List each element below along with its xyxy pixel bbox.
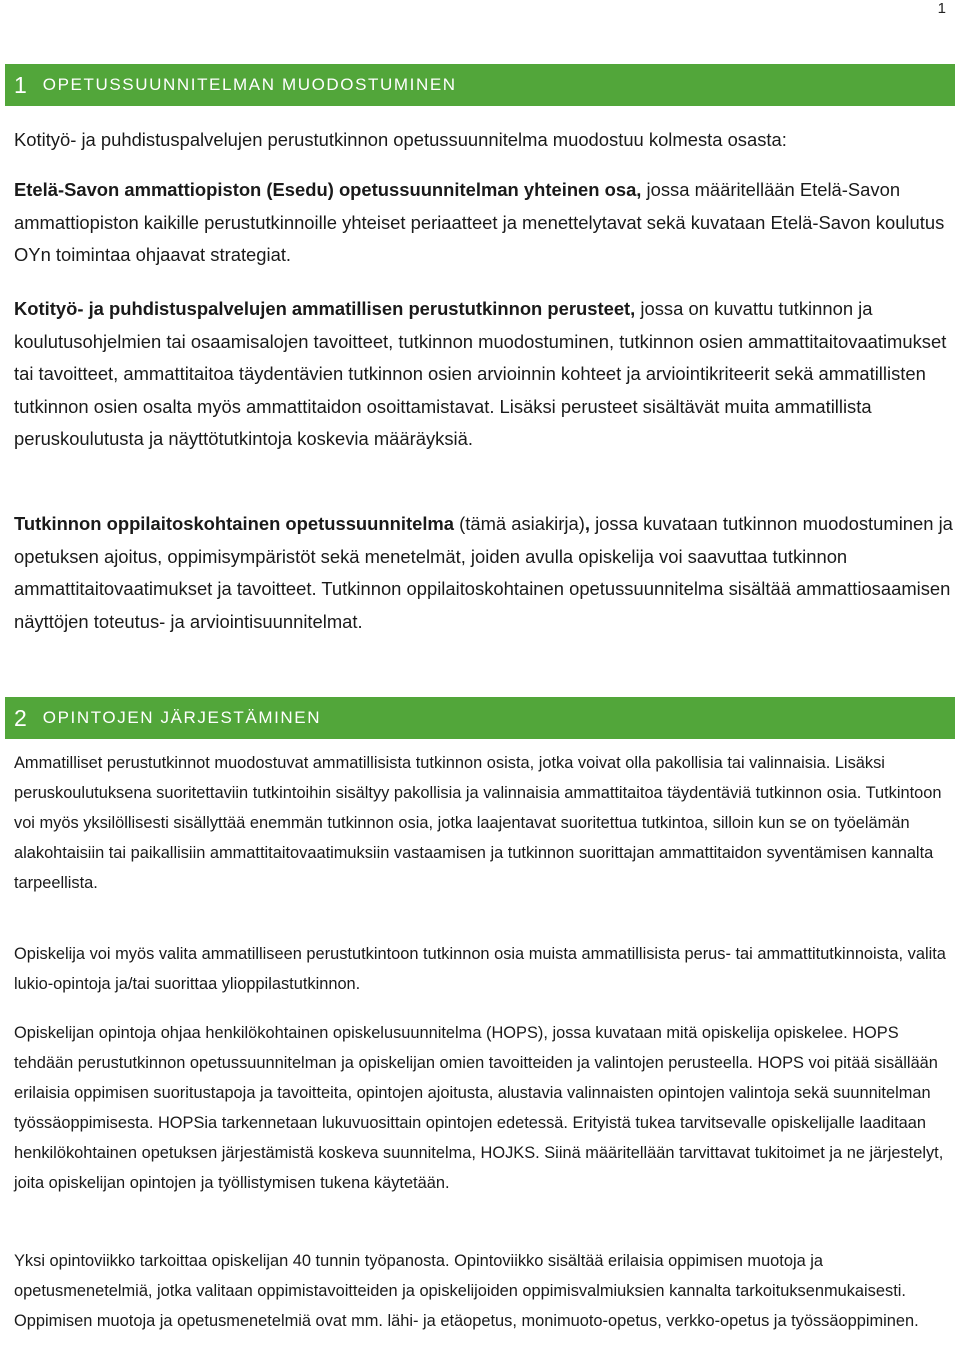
paragraph-text: jossa kuvataan tutkinnon muodostuminen ja opetuksen ajoitus, oppimisympäristöt sekä menetelmät, joiden avulla opiskelija voi saavuttaa tutkinnon ammattitaitovaatimukset ja tavoitteet. Tutkinnon oppilaitoskohtainen opetussuunnitelma sisältää ammattiosaamisen näyttöjen toteutus- ja arviointisuunnitelmat. — [14, 513, 953, 632]
bold-lead: Etelä-Savon ammattiopiston (Esedu) opetussuunnitelman yhteinen osa, — [14, 179, 642, 200]
paragraph-qualification-structure: Ammatilliset perustutkinnot muodostuvat ammatillisista tutkinnon osista, jotka voivat olla pakollisia tai valinnaisia. Lisäksi peruskoulutuksena suoritettaviin tutkintoihin sisältyy pakollisia ja valinnaisia ammattitaitoa täydentäviä tutkinnon osia. Tutkintoon voi myös yksilöllisesti sisällyttää enemmän tutkinnon osia, jotka laajentavat suoritettua tutkintoa, silloin kun se on työelämän alakohtaisiin tai paikallisiin ammattitaitovaatimuksiin vastaamisen ja tutkinnon suorittajan ammattitaidon syventämisen kannalta tarpeellista. — [14, 754, 942, 892]
paragraph-text: jossa on kuvattu tutkinnon ja koulutusohjelmien tai osaamisalojen tavoitteet, tutkinnon muodostuminen, tutkinnon osien ammattitaitovaatimukset tai tavoitteet, ammattitaitoa täydentävien tutkinnon osien arvioinnin kohteet ja arviointikriteerit sekä ammatillisten tutkinnon osien osalta myös ammattitaidon osoittamistavat. Lisäksi perusteet sisältävät muita ammatillista peruskoulutusta ja näyttötutkintoja koskevia määräyksiä. — [14, 298, 947, 449]
section-header-1 — [5, 64, 955, 106]
section-title: OPINTOJEN JÄRJESTÄMINEN — [42, 708, 322, 727]
paragraph-study-week: Yksi opintoviikko tarkoittaa opiskelijan 40 tunnin työpanosta. Opintoviikko sisältää erilaisia oppimisen muotoja ja opetusmenetelmiä, jotka valitaan oppimistavoitteiden ja opiskelijoiden oppimisvalmiuksien kannalta tarkoituksenmukaisesti. Oppimisen muotoja ja opetusmenetelmiä ovat mm. lähi- ja etäopetus, monimuoto-opetus, verkko-opetus ja työssäoppiminen. — [14, 1252, 919, 1330]
paragraph-optional-studies: Opiskelija voi myös valita ammatilliseen perustutkintoon tutkinnon osia muista ammatillisista perus- tai ammattitutkinnoista, valita lukio-opintoja ja/tai suorittaa ylioppilastutkinnon. — [14, 945, 946, 993]
page-number: 1 — [937, 0, 946, 17]
paragraph-school-curriculum — [14, 508, 954, 638]
section-title: OPETUSSUUNNITELMAN MUODOSTUMINEN — [42, 75, 457, 94]
paragraph-text: jossa määritellään Etelä-Savon ammattiopiston kaikille perustutkinnoille yhteiset periaatteet ja menettelytavat sekä kuvataan Etelä-Savon koulutus OYn toimintaa ohjaavat strategiat. — [14, 179, 945, 265]
paragraph-common-part — [14, 174, 954, 272]
section-number: 1 — [14, 71, 27, 98]
intro-paragraph: Kotityö- ja puhdistuspalvelujen perustutkinnon opetussuunnitelma muodostuu kolmesta osasta: — [14, 129, 787, 150]
bold-lead: Tutkinnon oppilaitoskohtainen opetussuunnitelma — [14, 513, 455, 534]
bold-comma: , — [584, 513, 590, 534]
paragraph-qualification-basis — [14, 293, 954, 456]
bold-lead: Kotityö- ja puhdistuspalvelujen ammatillisen perustutkinnon perusteet, — [14, 298, 636, 319]
section-number: 2 — [14, 704, 27, 731]
paragraph-hops: Opiskelijan opintoja ohjaa henkilökohtainen opiskelusuunnitelma (HOPS), jossa kuvataan mitä opiskelija opiskelee. HOPS tehdään perustutkinnon opetussuunnitelman ja opiskelijan omien tavoitteiden ja valintojen perusteella. HOPS voi pitää sisällään erilaisia oppimisen suoritustapoja ja tavoitteita, opintojen ajoitusta, alustavia valinnaisten opintojen valintoja sekä suunnitelman työssäoppimisesta. HOPSia tarkennetaan lukuvuosittain opintojen edetessä. Erityistä tukea tarvitsevalle opiskelijalle laaditaan henkilökohtainen opetuksen järjestämistä koskeva suunnitelma, HOJKS. Siinä määritellään tarvittavat tukitoimet ja ne järjestelyt, joita opiskelijan opintojen ja työllistymisen tukena käytetään. — [14, 1024, 944, 1192]
section-header-2 — [5, 697, 955, 739]
paragraph-parenthetical: (tämä asiakirja) — [454, 513, 585, 534]
